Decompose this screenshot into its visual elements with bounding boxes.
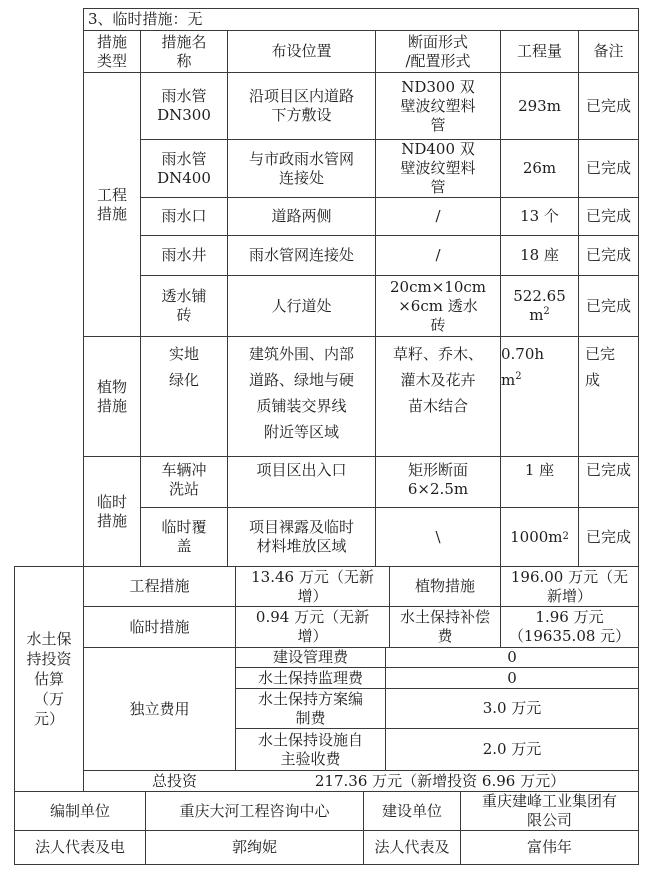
compiler-label: 编制单位: [49, 801, 110, 820]
row-form: \: [435, 527, 441, 546]
quantity-value: 0.70h: [501, 345, 545, 363]
header-category: 措施 类型: [96, 32, 127, 70]
eng-label: 工程措施: [129, 577, 190, 595]
group-plant: 植物 措施: [96, 377, 127, 415]
row-quantity: 13 个: [520, 207, 559, 225]
quantity-unit: $m^2$: [501, 371, 522, 389]
header-name: 措施名 称: [161, 32, 207, 70]
row-name: 雨水井: [161, 246, 207, 264]
legal-rep-value: 郭绚妮: [231, 838, 277, 856]
header-location: 布设位置: [271, 42, 332, 60]
header-quantity: 工程量: [516, 42, 562, 60]
quantity-unit: $m^2$: [529, 306, 550, 324]
temp-value: 0.94 万元（无新 增）: [255, 608, 370, 645]
row-form: /: [435, 246, 441, 264]
row-name: 雨水管 DN400: [157, 149, 211, 187]
row-form: ND400 双 壁波纹塑料 管: [400, 140, 476, 196]
quantity-value: 522.65: [513, 287, 566, 305]
eng-value: 13.46 万元（无新 增）: [251, 567, 374, 605]
row-form: 草籽、乔木、 灌木及花卉 苗木结合: [392, 345, 483, 415]
row-location: 与市政雨水管网 连接处: [248, 149, 354, 187]
row-quantity: 1 座: [524, 461, 555, 479]
row-location: 道路两侧: [271, 207, 332, 225]
comp-value: 1.96 万元 （19635.08 元）: [508, 608, 631, 645]
row-form: 20cm×10cm ×6cm 透水 砖: [390, 277, 486, 334]
independent-item-label: 水土保持设施自 主验收费: [257, 730, 363, 768]
row-note: 已完成: [585, 207, 631, 225]
independent-item-label: 建设管理费: [272, 648, 348, 666]
row-location: 雨水管网连接处: [248, 246, 354, 264]
independent-item-value: 0: [507, 648, 517, 666]
group-engineering: 工程 措施: [96, 185, 127, 223]
row-quantity: 18 座: [520, 246, 559, 264]
row-name: 车辆冲 洗站: [161, 461, 207, 498]
row-location: 沿项目区内道路 下方敷设: [248, 87, 354, 124]
row-name: 透水铺 砖: [161, 287, 207, 324]
row-note: 已完成: [585, 296, 631, 315]
row-note: 已完成: [585, 246, 631, 264]
row-note: 已完 成: [585, 345, 616, 389]
legal-rep-label-2: 法人代表及: [374, 838, 450, 856]
builder-value: 重庆建峰工业集团有 限公司: [481, 792, 617, 829]
legal-rep-value-2: 富伟年: [526, 838, 572, 856]
independent-item-label: 水土保持监理费: [257, 668, 363, 687]
independent-label: 独立费用: [129, 699, 190, 718]
row-name: 雨水管 DN300: [157, 87, 211, 124]
row-form: 矩形断面 6×2.5m: [407, 461, 469, 498]
row-quantity: 293m: [518, 96, 561, 115]
independent-item-value: 0: [507, 668, 517, 687]
group-temporary: 临时 措施: [96, 492, 127, 530]
row-name: 临时覆 盖: [161, 518, 207, 555]
row-note: 已完成: [585, 527, 631, 546]
row-quantity: [501, 337, 578, 456]
row-name: 实地 绿化: [168, 345, 199, 389]
row-location: 建筑外围、内部 道路、绿地与硬 质铺装交界线 附近等区域: [248, 345, 354, 441]
comp-label: 水土保持补偿 费: [399, 608, 490, 645]
section-title: 3、临时措施：无: [88, 10, 203, 28]
row-note: 已完成: [585, 96, 631, 115]
builder-label: 建设单位: [381, 801, 442, 820]
independent-item-value: 2.0 万元: [482, 740, 542, 758]
row-form: ND300 双 壁波纹塑料 管: [400, 77, 476, 134]
investment-title: 水土保 持投资 估算 （万 元）: [26, 630, 72, 728]
header-form: 断面形式 /配置形式: [405, 32, 471, 70]
row-quantity: 1000m 2: [510, 527, 569, 546]
row-name: 雨水口: [161, 207, 207, 225]
independent-item-label: 水土保持方案编 制费: [257, 689, 363, 727]
row-form: /: [435, 207, 441, 225]
row-note: 已完成: [585, 159, 631, 177]
row-location: 项目裸露及临时 材料堆放区域: [248, 518, 354, 555]
header-note: 备注: [593, 42, 624, 60]
row-note: 已完成: [585, 461, 631, 479]
independent-item-value: 3.0 万元: [482, 699, 542, 717]
legal-rep-label: 法人代表及电: [34, 838, 125, 856]
row-quantity: [501, 276, 578, 336]
row-location: 人行道处: [271, 296, 332, 315]
row-quantity: 26m: [522, 159, 557, 177]
plant-value: 196.00 万元（无 新增）: [510, 567, 629, 605]
compiler-value: 重庆大河工程咨询中心: [179, 801, 330, 820]
row-location: 项目区出入口: [256, 461, 347, 479]
total-label: 总投资: [151, 771, 197, 790]
temp-label: 临时措施: [129, 617, 190, 636]
total-value: 217.36 万元（新增投资 6.96 万元）: [314, 771, 566, 790]
plant-label: 植物措施: [414, 577, 475, 595]
